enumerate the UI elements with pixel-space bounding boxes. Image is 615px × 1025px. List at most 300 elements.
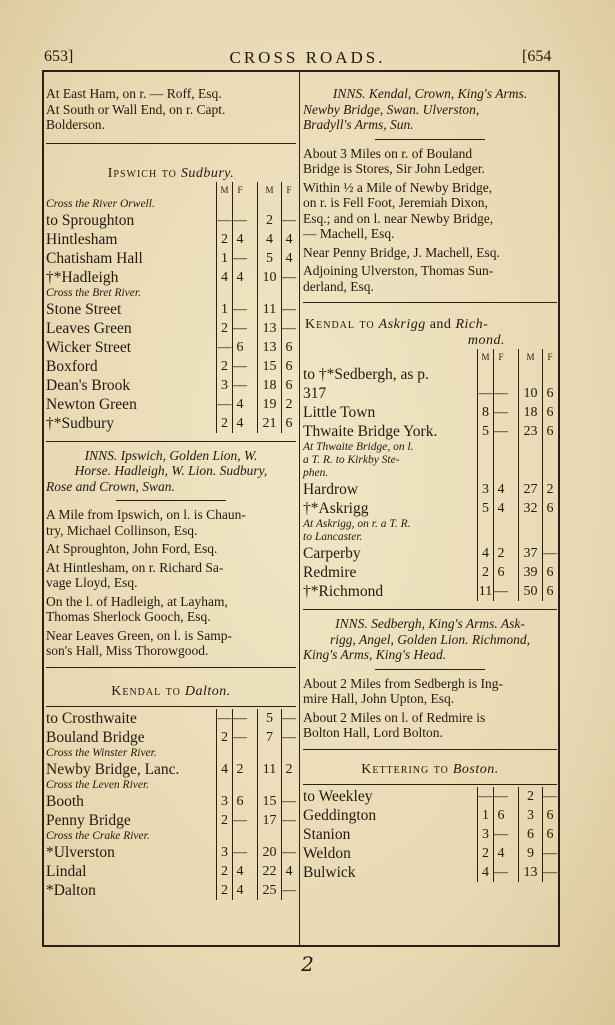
place-name: Cross the Crake River. xyxy=(46,829,150,842)
stage-furlongs: 4 xyxy=(233,230,248,249)
note-line: Adjoining Ulverston, Thomas Sun- xyxy=(303,263,494,278)
total-furlongs: — xyxy=(282,320,296,336)
stage-miles: 3 xyxy=(478,825,494,844)
total-miles: 2 xyxy=(258,211,282,230)
stage-furlongs xyxy=(494,454,509,467)
place-name: Bulwick xyxy=(303,863,356,881)
note-line: on r. is Fell Foot, Jeremiah Dixon, xyxy=(303,195,488,210)
route-row xyxy=(303,422,557,441)
place-name: phen. xyxy=(303,467,329,479)
total-miles xyxy=(258,747,282,760)
divider xyxy=(303,784,557,785)
divider xyxy=(303,609,557,610)
route-row xyxy=(46,249,296,268)
place-name: Dean's Brook xyxy=(46,376,131,394)
place-name: Carperby xyxy=(303,545,361,562)
stage-furlongs: — xyxy=(494,584,508,599)
seat-note xyxy=(303,263,557,294)
total-furlongs: 6 xyxy=(543,806,558,825)
total-furlongs: — xyxy=(543,845,557,861)
stage-furlongs: 2 xyxy=(233,760,248,779)
place-name: 317 xyxy=(303,385,327,402)
short-divider xyxy=(116,500,226,501)
inns-line: rigg, Angel, Golden Lion. Richmond, xyxy=(330,631,530,647)
place-name: *Ulverston xyxy=(46,843,115,861)
stage-furlongs: — xyxy=(233,212,247,228)
note-line: Within ½ a Mile of Newby Bridge, xyxy=(303,179,493,195)
stage-furlongs: 4 xyxy=(233,881,248,900)
total-miles xyxy=(258,198,282,211)
seat-note xyxy=(303,710,557,741)
total-furlongs: 6 xyxy=(282,376,297,395)
place-name: Little Town xyxy=(303,404,376,421)
divider xyxy=(303,302,557,303)
stage-miles: 4 xyxy=(217,268,233,287)
left-column xyxy=(46,86,296,900)
right-page-number: [654 xyxy=(522,48,552,65)
stage-miles xyxy=(217,287,233,300)
route-row xyxy=(303,544,557,563)
stage-miles xyxy=(478,467,494,480)
total-furlongs-header: F xyxy=(543,349,558,365)
total-furlongs: 6 xyxy=(282,414,297,433)
total-miles: 9 xyxy=(519,844,543,863)
inns-line: Newby Bridge, Swan. Ulverston, xyxy=(303,101,480,117)
place-name: to Sproughton xyxy=(46,211,135,229)
total-furlongs: — xyxy=(282,212,296,228)
route-row xyxy=(303,863,557,882)
place-name: Thwaite Bridge York. xyxy=(303,423,438,440)
route-row xyxy=(303,582,557,601)
stage-miles: 3 xyxy=(217,843,233,862)
stage-furlongs: — xyxy=(233,301,247,317)
route-row xyxy=(303,467,557,480)
stage-miles xyxy=(478,441,494,454)
stage-furlongs: — xyxy=(494,826,508,842)
stage-miles: 4 xyxy=(478,544,494,563)
stage-miles: — xyxy=(478,788,493,804)
inns-richmond xyxy=(303,616,557,663)
route-row xyxy=(46,747,296,760)
total-furlongs: 6 xyxy=(543,422,558,441)
route-row xyxy=(46,779,296,792)
stage-furlongs: 6 xyxy=(233,338,248,357)
total-furlongs: 4 xyxy=(282,230,297,249)
total-miles: 11 xyxy=(258,760,282,779)
place-name: Stanion xyxy=(303,825,351,843)
total-miles: 50 xyxy=(519,582,543,601)
note-line: derland, Esq. xyxy=(303,278,374,294)
route-row xyxy=(46,300,296,319)
total-miles: 39 xyxy=(519,563,543,582)
place-name: Hintlesham xyxy=(46,230,118,248)
note-line: Bolton Hall, Lord Bolton. xyxy=(303,725,443,740)
route-row xyxy=(46,211,296,230)
divider xyxy=(46,667,296,668)
total-miles-header: M xyxy=(519,349,543,365)
place-name: Weldon xyxy=(303,844,351,862)
right-column xyxy=(303,86,557,882)
route-row xyxy=(303,441,557,454)
heading-to: Dalton. xyxy=(184,683,231,699)
total-furlongs: 2 xyxy=(282,760,297,779)
place-name: †*Askrigg xyxy=(303,500,369,517)
total-furlongs xyxy=(543,365,558,384)
route-heading-kendal-richmond-2 xyxy=(303,333,557,349)
route-row xyxy=(303,454,557,467)
stage-furlongs: 4 xyxy=(233,268,248,287)
total-miles xyxy=(519,531,543,544)
inns-line: INNS. Sedbergh, King's Arms. Ask- xyxy=(335,616,525,631)
place-name: Booth xyxy=(46,792,84,810)
place-name: Newton Green xyxy=(46,395,137,413)
stage-furlongs: — xyxy=(494,424,508,439)
heading-to: Askrigg xyxy=(378,317,426,332)
total-furlongs: — xyxy=(282,793,296,809)
total-furlongs xyxy=(543,467,558,480)
inns-line: King's Arms, King's Head. xyxy=(303,647,447,662)
total-miles: 23 xyxy=(519,422,543,441)
stage-miles: 2 xyxy=(478,563,494,582)
stage-miles: 4 xyxy=(217,760,233,779)
stage-furlongs: — xyxy=(494,386,508,401)
total-furlongs xyxy=(543,518,558,531)
inns-line: Horse. Hadleigh, W. Lion. Sudbury, xyxy=(74,463,268,478)
stage-miles: 2 xyxy=(478,844,494,863)
place-name: Cross the Winster River. xyxy=(46,746,157,759)
total-furlongs: 2 xyxy=(282,395,297,414)
short-divider xyxy=(375,139,485,140)
total-miles xyxy=(519,518,543,531)
stage-miles: 2 xyxy=(217,728,233,747)
seat-note xyxy=(46,541,296,557)
stage-furlongs xyxy=(233,830,248,843)
route-row xyxy=(46,287,296,300)
stage-miles: 8 xyxy=(478,403,494,422)
miles-header: M xyxy=(478,349,494,365)
total-furlongs: 6 xyxy=(543,582,558,601)
seats-notes-ipswich xyxy=(46,507,296,659)
total-furlongs: — xyxy=(282,269,296,285)
total-furlongs xyxy=(282,198,297,211)
inns-line: Rose and Crown, Swan. xyxy=(46,478,175,494)
total-miles: 22 xyxy=(258,862,282,881)
heading-from: Kendal to xyxy=(111,683,181,699)
place-name: Lindal xyxy=(46,862,87,880)
route-row xyxy=(303,499,557,518)
note-line: At Hintlesham, on r. Richard Sa- xyxy=(46,559,224,575)
route-row xyxy=(46,881,296,900)
stage-miles: 2 xyxy=(217,414,233,433)
place-name: At Askrigg, on r. a T. R. xyxy=(303,518,411,530)
place-name: Bouland Bridge xyxy=(46,728,145,746)
stage-miles: — xyxy=(217,339,232,355)
route-row xyxy=(303,480,557,499)
total-miles: 19 xyxy=(258,395,282,414)
left-page-number: 653] xyxy=(44,48,74,65)
total-furlongs: — xyxy=(282,729,296,745)
route-row xyxy=(303,518,557,531)
route-row xyxy=(46,760,296,779)
left-top-notes xyxy=(46,86,296,133)
total-furlongs xyxy=(282,830,297,843)
total-miles: 4 xyxy=(258,230,282,249)
seat-note xyxy=(46,560,296,591)
seat-note xyxy=(46,507,296,538)
total-furlongs: — xyxy=(282,710,296,726)
stage-furlongs: — xyxy=(233,320,247,336)
note-line: — Machell, Esq. xyxy=(303,226,395,241)
total-furlongs: — xyxy=(543,546,557,561)
route-row xyxy=(46,198,296,211)
total-miles: 27 xyxy=(519,480,543,499)
stage-miles: 3 xyxy=(217,792,233,811)
short-divider xyxy=(375,669,485,670)
stage-furlongs xyxy=(494,441,509,454)
note-line: try, Michael Collinson, Esq. xyxy=(46,522,198,538)
total-miles: 13 xyxy=(519,863,543,882)
page-title: CROSS ROADS. xyxy=(229,48,386,67)
signature-mark: 2 xyxy=(301,952,314,976)
total-furlongs: 6 xyxy=(543,384,558,403)
place-name: At Thwaite Bridge, on l. xyxy=(303,441,414,453)
stage-furlongs: 6 xyxy=(494,563,509,582)
total-miles xyxy=(258,287,282,300)
route-heading-kendal-dalton xyxy=(46,684,296,700)
stage-furlongs xyxy=(494,518,509,531)
total-furlongs: — xyxy=(282,812,296,828)
route-row xyxy=(46,830,296,843)
divider xyxy=(303,749,557,750)
total-miles xyxy=(519,441,543,454)
note-line: vage Lloyd, Esq. xyxy=(46,575,138,590)
seat-note xyxy=(303,146,557,177)
total-furlongs: 2 xyxy=(543,480,558,499)
stage-miles xyxy=(478,531,494,544)
stage-miles: 2 xyxy=(217,862,233,881)
route-table-ipswich xyxy=(46,182,296,433)
total-miles: 15 xyxy=(258,792,282,811)
column-divider xyxy=(299,70,300,947)
place-name: *Dalton xyxy=(46,881,96,899)
route-row xyxy=(46,357,296,376)
place-name: Cross the Bret River. xyxy=(46,286,141,299)
stage-furlongs: — xyxy=(233,710,247,726)
heading-from: Kendal to xyxy=(305,317,375,332)
total-furlongs xyxy=(282,287,297,300)
stage-miles: 5 xyxy=(478,499,494,518)
route-row xyxy=(303,403,557,422)
place-name: Newby Bridge, Lanc. xyxy=(46,760,180,778)
place-name: Penny Bridge xyxy=(46,811,131,829)
heading-to-2: Rich- xyxy=(455,317,489,332)
seats-notes-richmond xyxy=(303,676,557,741)
stage-miles: 1 xyxy=(217,249,233,268)
place-name: a T. R. to Kirkby Ste- xyxy=(303,454,400,466)
route-heading-ipswich xyxy=(46,166,296,182)
place-name: †*Hadleigh xyxy=(46,268,119,286)
stage-furlongs: — xyxy=(233,812,247,828)
total-miles: 18 xyxy=(258,376,282,395)
total-miles: 21 xyxy=(258,414,282,433)
place-name: to †*Sedbergh, as p. xyxy=(303,366,429,383)
total-miles: 2 xyxy=(519,787,543,806)
stage-miles: 2 xyxy=(217,319,233,338)
route-table-kendal-richmond xyxy=(303,349,557,601)
stage-miles xyxy=(478,518,494,531)
divider xyxy=(46,143,296,144)
stage-furlongs: 4 xyxy=(233,862,248,881)
heading-from: Kettering to xyxy=(361,761,449,777)
miles-header: M xyxy=(217,182,233,198)
place-name: Wicker Street xyxy=(46,338,132,356)
stage-furlongs: 2 xyxy=(494,544,509,563)
note-line: son's Hall, Miss Thorowgood. xyxy=(46,643,209,658)
total-furlongs: 6 xyxy=(543,563,558,582)
place-name: to Weekley xyxy=(303,787,373,805)
total-furlongs-header: F xyxy=(282,182,297,198)
total-miles: 3 xyxy=(519,806,543,825)
route-row xyxy=(46,338,296,357)
inns-kendal xyxy=(303,86,557,133)
seats-notes-kendal xyxy=(303,146,557,295)
stage-miles xyxy=(217,830,233,843)
stage-miles: 1 xyxy=(217,300,233,319)
stage-furlongs xyxy=(233,779,248,792)
total-furlongs xyxy=(543,454,558,467)
route-table-kettering xyxy=(303,787,557,882)
route-row xyxy=(46,395,296,414)
place-name: Stone Street xyxy=(46,300,122,318)
seat-note xyxy=(46,594,296,625)
route-row xyxy=(303,844,557,863)
place-name: Geddington xyxy=(303,806,377,824)
route-row xyxy=(46,728,296,747)
stage-miles xyxy=(217,779,233,792)
stage-furlongs: 4 xyxy=(494,480,509,499)
stage-furlongs: — xyxy=(233,729,247,745)
note-line: A Mile from Ipswich, on l. is Chaun- xyxy=(46,507,246,522)
stage-furlongs: 4 xyxy=(233,395,248,414)
inns-line: INNS. Kendal, Crown, King's Arms. xyxy=(332,86,528,101)
total-furlongs: — xyxy=(282,882,296,898)
total-miles-header: M xyxy=(258,182,282,198)
route-row xyxy=(46,319,296,338)
route-row xyxy=(46,376,296,395)
place-name: Chatisham Hall xyxy=(46,249,143,267)
place-name: Redmire xyxy=(303,564,357,581)
seat-note xyxy=(303,180,557,242)
total-furlongs: 4 xyxy=(282,862,297,881)
furlongs-header: F xyxy=(494,349,509,365)
inns-line: Bradyll's Arms, Sun. xyxy=(303,117,414,132)
route-heading-kettering xyxy=(303,762,557,778)
stage-miles: 3 xyxy=(478,480,494,499)
note-line: mire Hall, John Upton, Esq. xyxy=(303,691,455,706)
note-line: About 2 Miles on l. of Redmire is xyxy=(303,709,486,725)
heading-and: and xyxy=(429,317,452,332)
place-name: Cross the River Orwell. xyxy=(46,197,155,210)
total-miles: 13 xyxy=(258,319,282,338)
route-row xyxy=(46,862,296,881)
total-furlongs: 6 xyxy=(543,499,558,518)
route-row xyxy=(46,414,296,433)
stage-furlongs: 4 xyxy=(494,844,509,863)
note-line: At South or Wall End, on r. Capt. xyxy=(46,101,226,117)
total-miles xyxy=(519,454,543,467)
total-miles: 5 xyxy=(258,709,282,728)
total-furlongs: 6 xyxy=(282,357,297,376)
route-row xyxy=(303,787,557,806)
place-name: †*Sudbury xyxy=(46,414,115,432)
total-furlongs: — xyxy=(282,844,296,860)
stage-miles xyxy=(217,747,233,760)
stage-miles: — xyxy=(478,386,493,401)
route-row xyxy=(46,792,296,811)
stage-miles xyxy=(478,365,494,384)
total-miles: 10 xyxy=(519,384,543,403)
note-line: Bolderson. xyxy=(46,117,105,132)
total-miles: 32 xyxy=(519,499,543,518)
heading-to: Sudbury. xyxy=(180,165,235,181)
total-furlongs: — xyxy=(543,864,557,880)
total-miles: 11 xyxy=(258,300,282,319)
divider xyxy=(46,706,296,707)
inns-line: INNS. Ipswich, Golden Lion, W. xyxy=(84,447,258,463)
total-miles: 25 xyxy=(258,881,282,900)
place-name: †*Richmond xyxy=(303,583,384,600)
place-name: Hardrow xyxy=(303,481,359,498)
stage-miles xyxy=(478,454,494,467)
heading-to-2b: mond. xyxy=(467,333,505,348)
stage-furlongs xyxy=(233,198,248,211)
total-miles: 18 xyxy=(519,403,543,422)
route-heading-kendal-richmond xyxy=(303,317,557,333)
total-furlongs: 6 xyxy=(282,338,297,357)
route-row xyxy=(303,825,557,844)
stage-miles: 4 xyxy=(478,863,494,882)
total-miles: 5 xyxy=(258,249,282,268)
stage-miles: — xyxy=(217,396,232,412)
place-name: Cross the Leven River. xyxy=(46,778,150,791)
route-row xyxy=(303,563,557,582)
stage-furlongs: 6 xyxy=(494,806,509,825)
total-miles xyxy=(258,779,282,792)
note-line: Esq.; and on l. near Newby Bridge, xyxy=(303,210,494,226)
seat-note xyxy=(303,245,557,261)
stage-furlongs: — xyxy=(233,250,247,266)
route-row xyxy=(303,365,557,384)
total-furlongs: 6 xyxy=(543,825,558,844)
total-furlongs xyxy=(543,531,558,544)
note-line: Near Penny Bridge, J. Machell, Esq. xyxy=(303,244,500,260)
stage-furlongs xyxy=(233,287,248,300)
route-row xyxy=(303,531,557,544)
stage-miles: 2 xyxy=(217,811,233,830)
stage-miles: 1 xyxy=(478,806,494,825)
route-row xyxy=(46,268,296,287)
stage-furlongs: 4 xyxy=(494,499,509,518)
stage-furlongs xyxy=(494,365,509,384)
total-furlongs xyxy=(282,779,297,792)
total-miles xyxy=(519,467,543,480)
stage-miles: 2 xyxy=(217,357,233,376)
stage-miles: — xyxy=(217,212,232,228)
total-miles: 15 xyxy=(258,357,282,376)
place-name: Boxford xyxy=(46,357,98,375)
stage-furlongs: 6 xyxy=(233,792,248,811)
route-table-kendal-dalton xyxy=(46,709,296,900)
